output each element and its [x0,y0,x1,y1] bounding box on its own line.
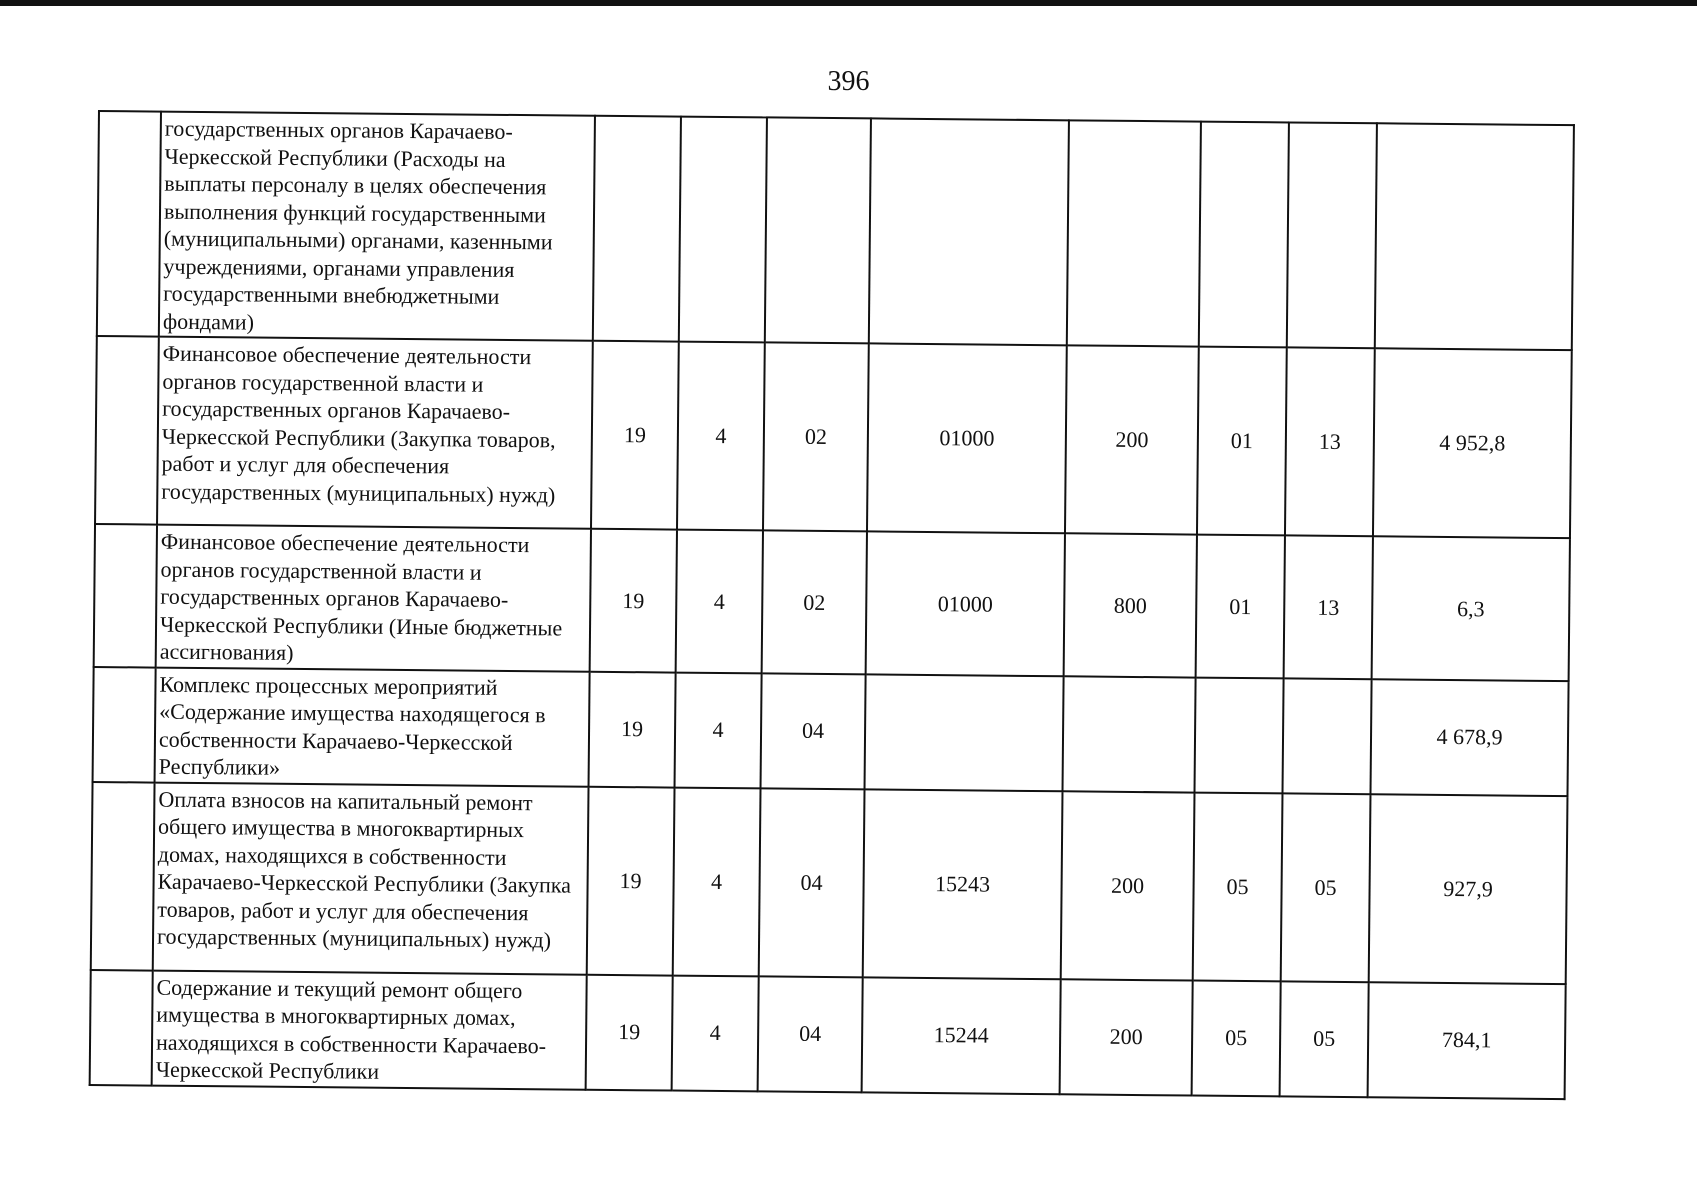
subprogram-code: 4 [677,342,765,531]
direction-code: 01000 [867,343,1067,533]
subprogram-code [679,117,767,343]
section-code: 05 [1192,980,1281,1096]
amount: 4 678,9 [1370,679,1568,796]
program-code: 19 [587,786,675,975]
activity-code: 04 [761,673,866,789]
subsection-code [1287,122,1377,348]
amount: 927,9 [1369,794,1568,984]
row-name: Оплата взносов на капитальный ремонт общего имущества в многоквартирных домах, находящихся в собственности Карачаево-Черкесской Республики (Закупка товаров, работ и услуг для обеспечения государственных (муниципальных) нужд) [153,782,589,974]
amount: 4 952,8 [1373,348,1572,538]
row-number-cell [95,336,159,525]
row-number-cell [91,781,155,970]
table-row [91,781,1568,983]
program-code [593,116,681,342]
row-name: государственных органов Карачаево-Черкесской Республики (Расходы на выплаты персоналу в целях обеспечения выполнения функций государственными (муниципальными) органами, казенными учреждениями, органами управления государственными внебюджетными фондами) [159,112,595,341]
section-code: 01 [1196,535,1285,678]
row-name: Комплекс процессных мероприятий «Содержание имущества находящегося в собственности Карачаево-Черкесской Республики» [155,667,590,786]
subprogram-code: 4 [675,672,762,788]
table-row [93,666,1569,795]
section-code: 05 [1193,792,1283,981]
row-number-cell [90,969,153,1085]
row-number-cell [93,666,156,782]
program-code: 19 [586,974,673,1090]
table-row [95,336,1572,538]
row-number-cell [97,111,161,337]
table-row [90,969,1566,1098]
activity-code: 04 [759,788,865,977]
row-name: Содержание и текущий ремонт общего имущества в многоквартирных домах, находящихся в собственности Карачаево-Черкесской Республики [152,970,587,1089]
direction-code: 15243 [863,789,1063,979]
subsection-code: 05 [1280,981,1369,1097]
amount: 784,1 [1368,982,1566,1099]
section-code [1199,122,1289,348]
table-row [94,524,1570,681]
expense-type-code: 200 [1065,345,1199,534]
amount [1375,123,1574,350]
section-code: 01 [1197,347,1287,536]
page-number: 396 [827,66,870,97]
activity-code: 02 [763,342,869,531]
direction-code: 15244 [862,977,1061,1094]
scan-top-edge [0,0,1697,6]
activity-code [765,117,871,343]
activity-code: 02 [762,530,867,673]
expense-type-code [1067,120,1201,346]
program-code: 19 [590,529,677,672]
subprogram-code: 4 [672,975,759,1091]
row-name: Финансовое обеспечение деятельности органов государственной власти и государственных органов Карачаево-Черкесской Республики (Закупка товаров, работ и услуг для обеспечения государственных (муниципальных) нужд) [157,337,593,529]
subprogram-code: 4 [673,787,761,976]
row-name: Финансовое обеспечение деятельности органов государственной власти и государственных органов Карачаево-Черкесской Республики (Иные бюджетные ассигнования) [156,525,591,672]
program-code: 19 [589,671,676,787]
section-code [1195,677,1284,793]
expense-type-code: 800 [1064,533,1197,677]
expense-type-code [1063,676,1196,792]
table-container [89,110,1575,1100]
row-number-cell [94,524,157,667]
direction-code [865,674,1064,791]
program-code: 19 [591,341,679,530]
expense-type-code: 200 [1061,791,1195,980]
budget-table [89,110,1575,1100]
subsection-code: 05 [1281,793,1371,982]
amount: 6,3 [1372,536,1570,680]
expense-type-code: 200 [1060,979,1193,1095]
direction-code: 01000 [866,531,1065,675]
subprogram-code: 4 [676,530,763,673]
activity-code: 04 [758,976,863,1092]
direction-code [869,118,1069,345]
table-row [97,111,1574,350]
subsection-code: 13 [1284,535,1373,678]
subsection-code: 13 [1285,347,1375,536]
subsection-code [1282,678,1371,794]
